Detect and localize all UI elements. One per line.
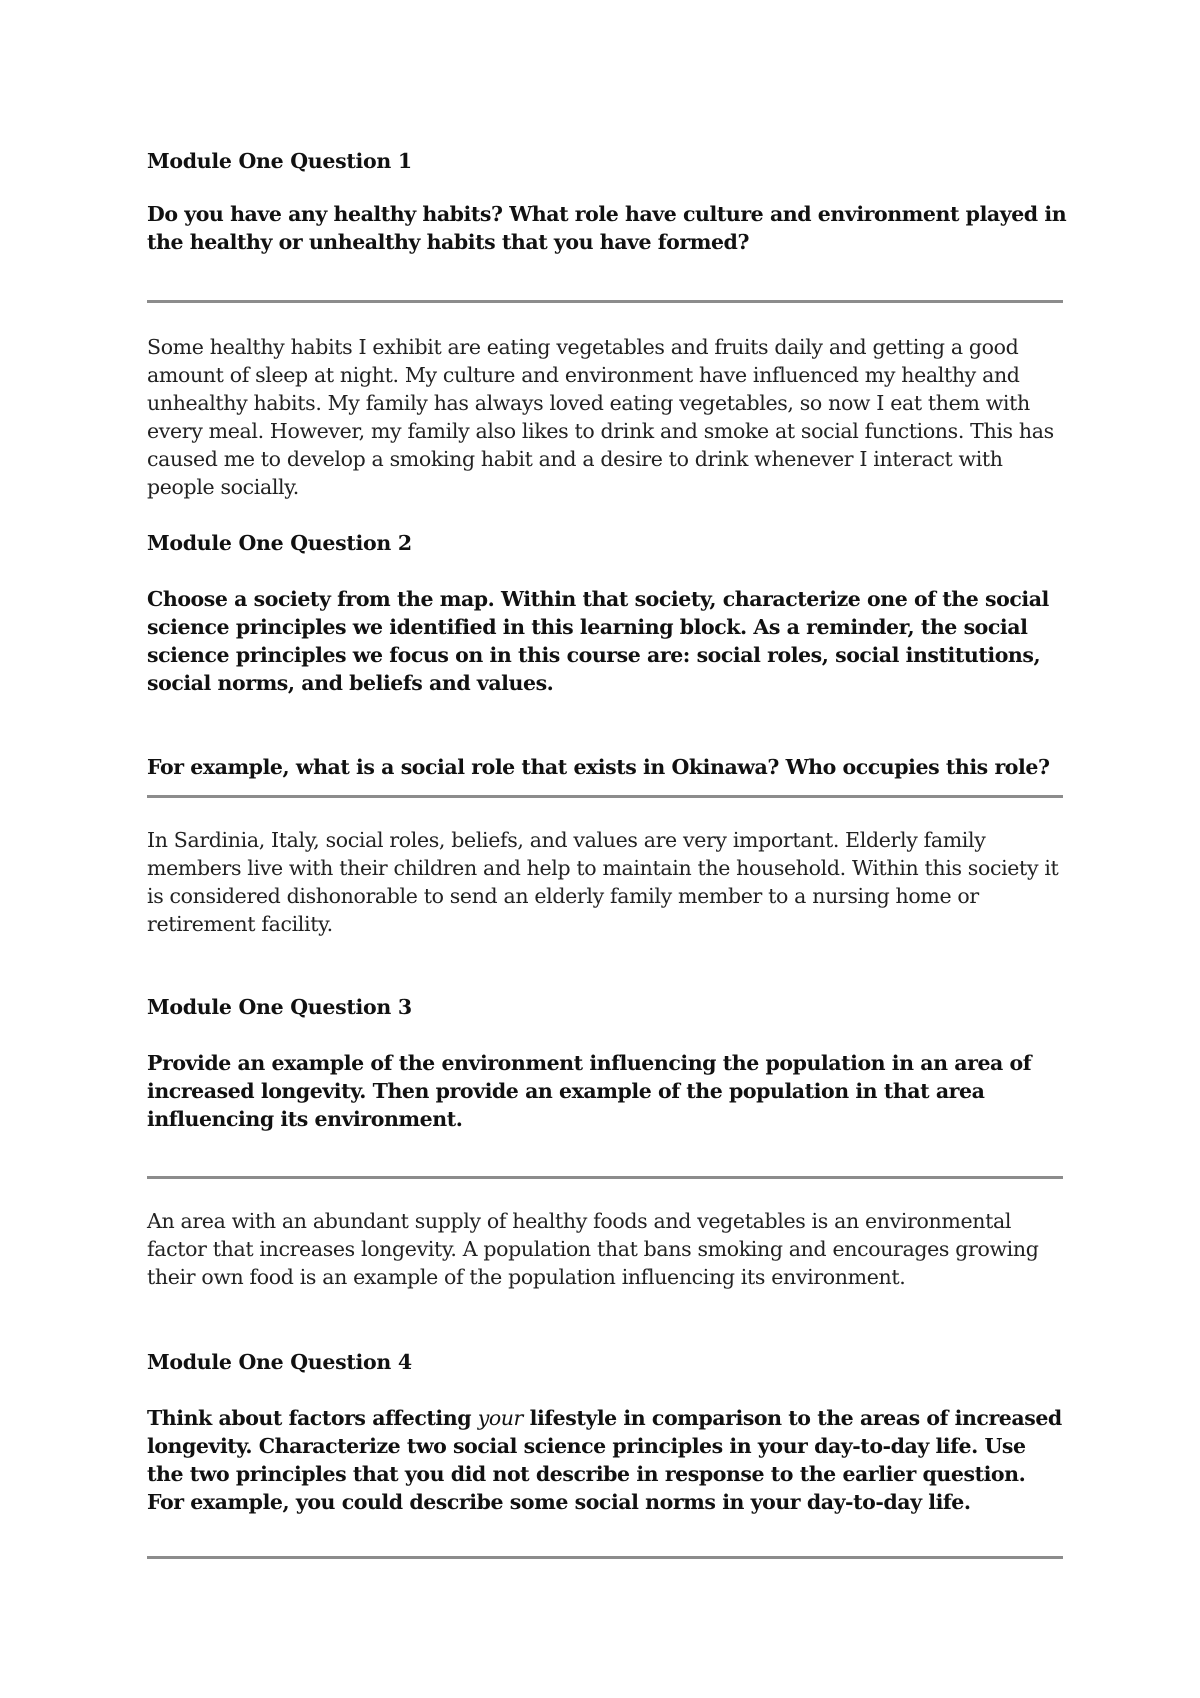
question-2-answer: In Sardinia, Italy, social roles, beliefs, and values are very important. Elderly family members live with their children and help to maintain the household. Within this society it is considered dishonorable to send an elderly family member to a nursing home or retirement facility. — [147, 828, 1059, 936]
question-1-prompt: Do you have any healthy habits? What role have culture and environment played in the healthy or unhealthy habits that you have formed? — [147, 202, 1067, 254]
question-2-prompt: Choose a society from the map. Within that society, characterize one of the social science principles we identified in this learning block. As a reminder, the social science principles we focus on in this course are: social roles, social institutions, social norms, and beliefs and values. — [147, 587, 1049, 695]
question-3-answer: An area with an abundant supply of healthy foods and vegetables is an environmental factor that increases longevity. A population that bans smoking and encourages growing their own food is an example of the population influencing its environment. — [147, 1209, 1039, 1289]
answer-divider — [147, 300, 1063, 303]
question-3-heading: Module One Question 3 — [147, 995, 412, 1019]
question-2-heading: Module One Question 2 — [147, 531, 412, 555]
answer-divider — [147, 1176, 1063, 1179]
question-4-prompt-before: Think about factors affecting — [147, 1406, 478, 1430]
question-1-answer: Some healthy habits I exhibit are eating vegetables and fruits daily and getting a good amount of sleep at night. My culture and environment have influenced my healthy and unhealthy habits. My family has always loved eating vegetables, so now I eat them with every meal. However, my family also likes to drink and smoke at social functions. This has caused me to develop a smoking habit and a desire to drink whenever I interact with people socially. — [147, 335, 1054, 499]
question-4-heading: Module One Question 4 — [147, 1350, 412, 1374]
question-1-heading: Module One Question 1 — [147, 149, 412, 173]
question-3-prompt: Provide an example of the environment influencing the population in an area of increased longevity. Then provide an example of the population in that area influencing its environment. — [147, 1051, 1032, 1131]
question-2-prompt-example: For example, what is a social role that exists in Okinawa? Who occupies this role? — [147, 755, 1050, 779]
answer-divider — [147, 1556, 1063, 1559]
question-4-prompt — [147, 1404, 1067, 1516]
answer-divider — [147, 795, 1063, 798]
question-4-prompt-emphasis: your — [477, 1406, 523, 1430]
question-4-prompt-after: lifestyle in comparison to the areas of increased longevity. Characterize two social science principles in your day-to-day life. Use the two principles that you did not describe in response to the earlier question. For example, you could describe some social norms in your day-to-day life. — [147, 1406, 1062, 1514]
